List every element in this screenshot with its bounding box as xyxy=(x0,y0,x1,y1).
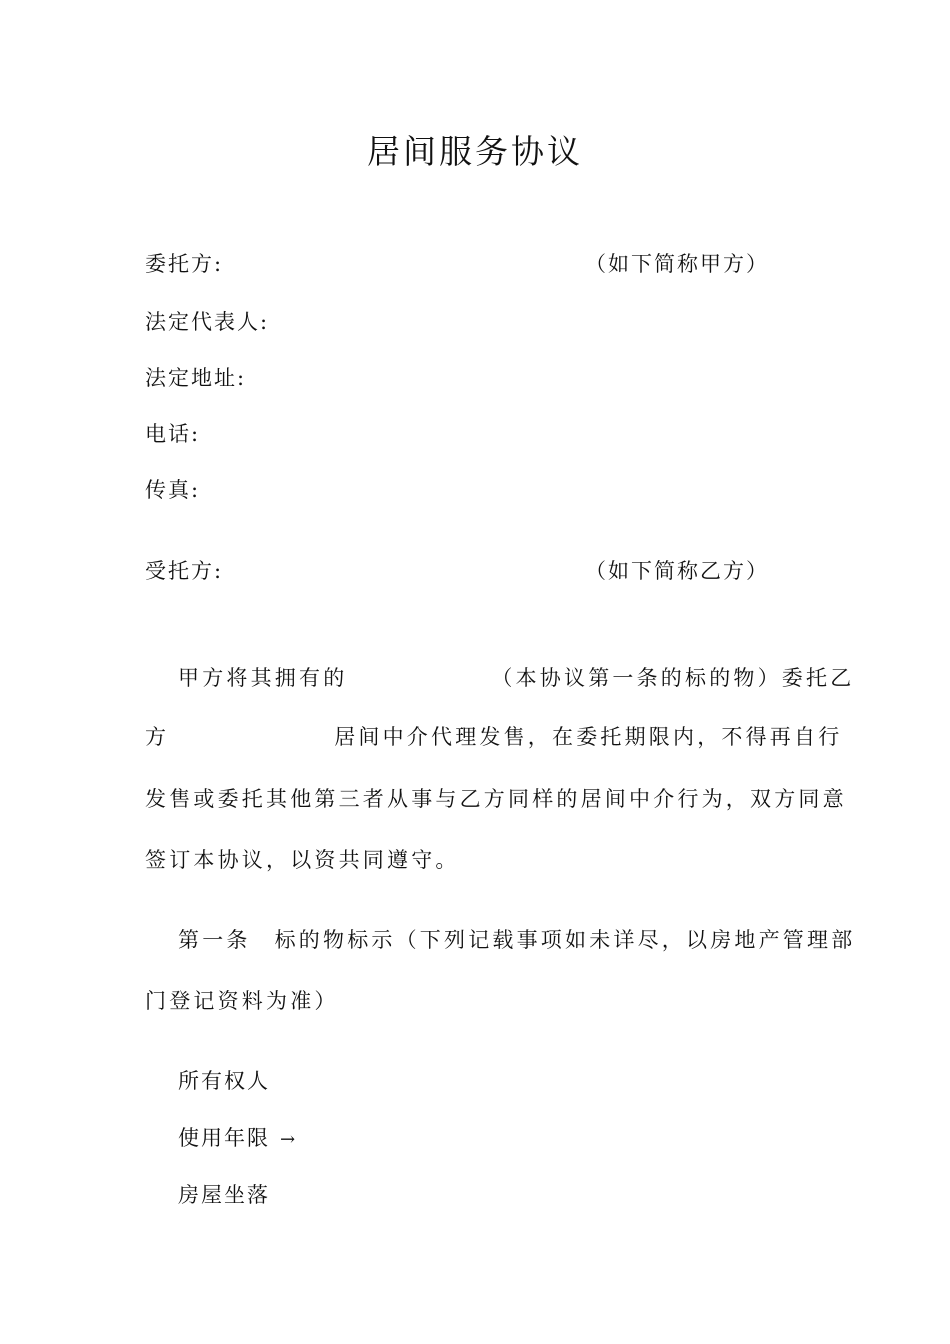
legal-address-label: 法定地址: xyxy=(145,366,247,390)
intro-line-1-a: 甲方将其拥有的 xyxy=(178,666,348,690)
field-owner: 所有权人 xyxy=(178,1069,270,1093)
intro-line-2-a: 方 xyxy=(145,725,170,749)
legal-rep-label: 法定代表人: xyxy=(145,310,270,334)
intro-line-1-b: （本协议第一条的标的物）委托乙 xyxy=(491,666,855,690)
intro-line-4: 签订本协议，以资共同遵守。 xyxy=(145,848,460,872)
article1-number: 第一条 xyxy=(178,928,251,952)
principal-note: （如下简称甲方） xyxy=(585,252,769,276)
field-term: 使用年限 xyxy=(178,1126,270,1150)
intro-line-3: 发售或委托其他第三者从事与乙方同样的居间中介行为，双方同意 xyxy=(145,787,847,811)
field-location: 房屋坐落 xyxy=(178,1183,270,1207)
article1-line-1 xyxy=(178,924,856,954)
agent-note: （如下简称乙方） xyxy=(585,559,769,583)
intro-line-2-b: 居间中介代理发售，在委托期限内，不得再自行 xyxy=(334,725,843,749)
field-term-row xyxy=(178,1122,297,1152)
phone-label: 电话: xyxy=(145,422,201,446)
article1-heading: 标的物标示（下列记载事项如未详尽，以房地产管理部 xyxy=(274,928,856,952)
arrow-icon: → xyxy=(280,1129,298,1150)
article1-line-2: 门登记资料为准） xyxy=(145,989,339,1013)
agent-label: 受托方: xyxy=(145,559,224,583)
intro-line-1 xyxy=(178,662,855,692)
principal-label: 委托方: xyxy=(145,252,224,276)
intro-line-2 xyxy=(145,721,843,751)
document-title: 居间服务协议 xyxy=(367,132,583,171)
fax-label: 传真: xyxy=(145,478,201,502)
